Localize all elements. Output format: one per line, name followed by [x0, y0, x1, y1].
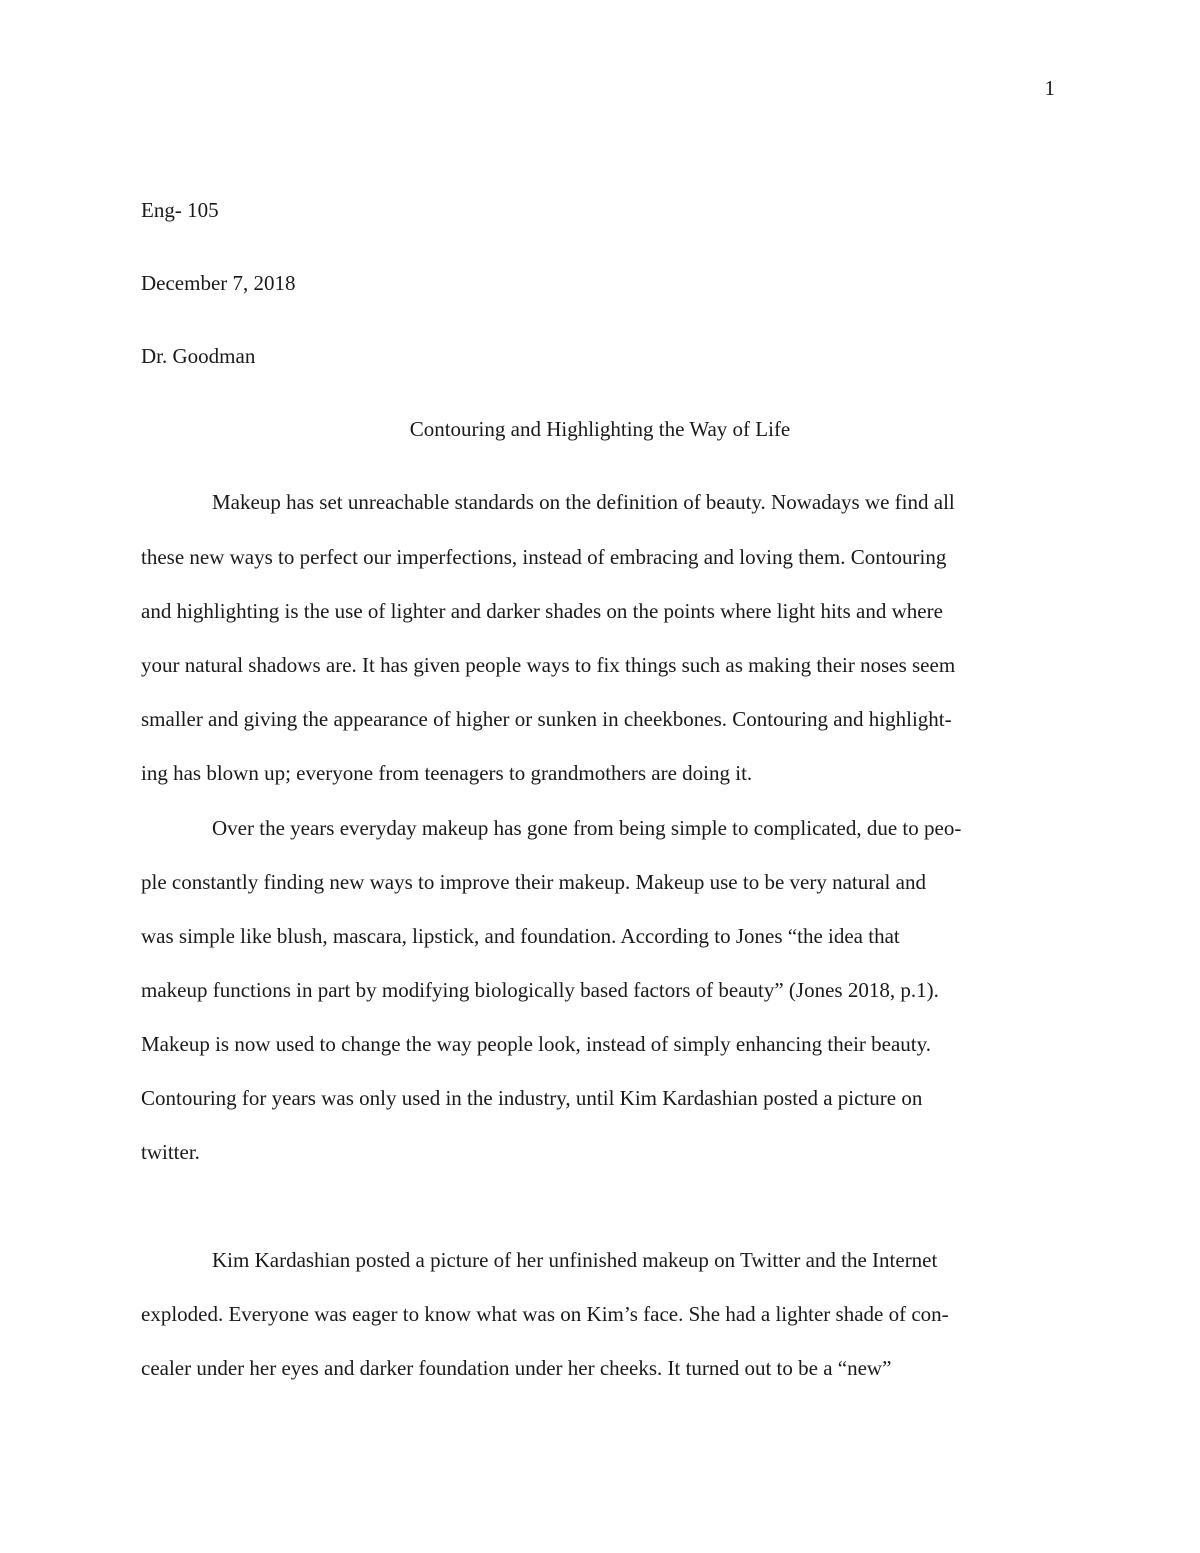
page-number: 1	[1044, 76, 1055, 100]
date-line: December 7, 2018	[141, 271, 296, 295]
instructor-line: Dr. Goodman	[141, 344, 256, 368]
paragraph-line: Makeup has set unreachable standards on the definition of beauty. Nowadays we find all	[212, 490, 955, 514]
paragraph-line: Kim Kardashian posted a picture of her unfinished makeup on Twitter and the Internet	[212, 1248, 938, 1272]
paragraph-line: and highlighting is the use of lighter and darker shades on the points where light hits and where	[141, 599, 943, 623]
essay-title: Contouring and Highlighting the Way of Life	[409, 417, 791, 441]
paragraph-line: was simple like blush, mascara, lipstick, and foundation. According to Jones “the idea that	[141, 924, 900, 948]
paragraph-line: your natural shadows are. It has given people ways to fix things such as making their noses seem	[141, 653, 956, 677]
paragraph-line: twitter.	[141, 1140, 200, 1164]
paragraph-line: ple constantly finding new ways to improve their makeup. Makeup use to be very natural and	[141, 870, 926, 894]
course-line: Eng- 105	[141, 198, 219, 222]
paragraph-line: makeup functions in part by modifying biologically based factors of beauty” (Jones 2018, p.1).	[141, 978, 939, 1002]
paragraph-line: ing has blown up; everyone from teenagers to grandmothers are doing it.	[141, 761, 753, 785]
paragraph-line: these new ways to perfect our imperfections, instead of embracing and loving them. Contouring	[141, 545, 947, 569]
paragraph-line: Over the years everyday makeup has gone from being simple to complicated, due to peo-	[212, 816, 962, 840]
paragraph-line: smaller and giving the appearance of higher or sunken in cheekbones. Contouring and highlight-	[141, 707, 952, 731]
paragraph-line: Contouring for years was only used in the industry, until Kim Kardashian posted a picture on	[141, 1086, 923, 1110]
paragraph-line: Makeup is now used to change the way people look, instead of simply enhancing their beauty.	[141, 1032, 932, 1056]
paragraph-line: cealer under her eyes and darker foundation under her cheeks. It turned out to be a “new”	[141, 1356, 892, 1380]
paragraph-line: exploded. Everyone was eager to know what was on Kim’s face. She had a lighter shade of con-	[141, 1302, 949, 1326]
